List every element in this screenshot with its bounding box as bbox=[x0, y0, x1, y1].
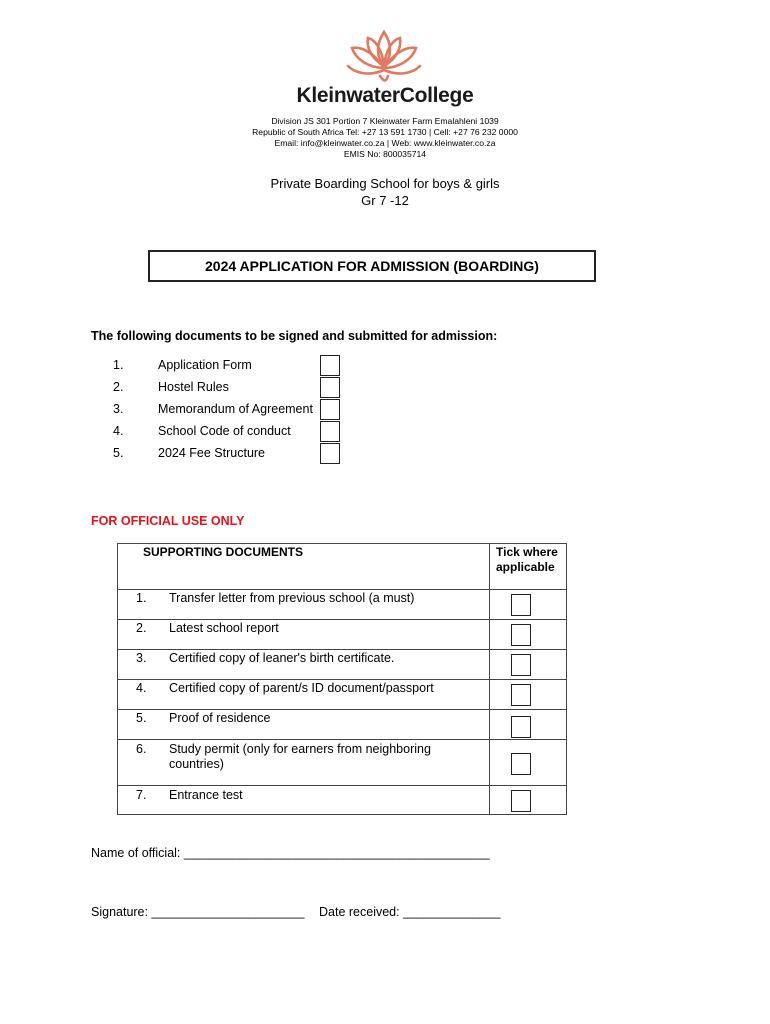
document-number: 2. bbox=[113, 380, 124, 394]
document-checkbox[interactable] bbox=[320, 399, 340, 420]
document-number: 1. bbox=[113, 358, 124, 372]
row-number: 5. bbox=[136, 711, 147, 725]
college-name: KleinwaterCollege bbox=[296, 84, 474, 107]
row-label: Study permit (only for earners from neighboring countries) bbox=[169, 742, 431, 771]
tick-checkbox[interactable] bbox=[511, 594, 531, 616]
document-checkbox[interactable] bbox=[320, 377, 340, 398]
tick-column-header: Tick where applicable bbox=[496, 545, 558, 574]
document-number: 3. bbox=[113, 402, 124, 416]
document-checkbox[interactable] bbox=[320, 421, 340, 442]
emis-line: EMIS No: 800035714 bbox=[343, 149, 427, 159]
documents-heading: The following documents to be signed and submitted for admission: bbox=[91, 329, 498, 343]
supporting-documents-header: SUPPORTING DOCUMENTS bbox=[143, 545, 304, 559]
tick-checkbox[interactable] bbox=[511, 716, 531, 738]
tick-checkbox[interactable] bbox=[511, 790, 531, 812]
row-number: 7. bbox=[136, 788, 147, 802]
row-number: 2. bbox=[136, 621, 147, 635]
row-label: Certified copy of leaner's birth certificate. bbox=[169, 651, 395, 665]
contact-line: Republic of South Africa Tel: +27 13 591 1730 | Cell: +27 76 232 0000 bbox=[252, 127, 518, 137]
document-number: 5. bbox=[113, 446, 124, 460]
document-checkbox[interactable] bbox=[320, 355, 340, 376]
row-label: Proof of residence bbox=[169, 711, 271, 725]
row-label: Entrance test bbox=[169, 788, 243, 802]
row-number: 4. bbox=[136, 681, 147, 695]
date-received-field[interactable]: Date received: ______________ bbox=[319, 905, 501, 919]
row-number: 1. bbox=[136, 591, 147, 605]
school-type: Private Boarding School for boys & girls bbox=[270, 176, 500, 191]
row-label: Certified copy of parent/s ID document/passport bbox=[169, 681, 434, 695]
address-line: Division JS 301 Portion 7 Kleinwater Farm Emalahleni 1039 bbox=[271, 116, 499, 126]
document-label: School Code of conduct bbox=[158, 424, 291, 438]
document-label: Hostel Rules bbox=[158, 380, 229, 394]
grades: Gr 7 -12 bbox=[361, 193, 409, 208]
row-label: Transfer letter from previous school (a must) bbox=[169, 591, 415, 605]
row-divider bbox=[118, 679, 566, 680]
official-name-field[interactable]: Name of official: ____________________________________________ bbox=[91, 846, 490, 860]
document-label: Application Form bbox=[158, 358, 252, 372]
row-divider bbox=[118, 589, 566, 590]
signature-field[interactable]: Signature: ______________________ bbox=[91, 905, 305, 919]
row-divider bbox=[118, 649, 566, 650]
row-divider bbox=[118, 739, 566, 740]
tick-checkbox[interactable] bbox=[511, 684, 531, 706]
row-divider bbox=[118, 785, 566, 786]
form-title: 2024 APPLICATION FOR ADMISSION (BOARDING) bbox=[148, 250, 596, 282]
official-use-heading: FOR OFFICIAL USE ONLY bbox=[91, 514, 245, 528]
document-number: 4. bbox=[113, 424, 124, 438]
document-label: Memorandum of Agreement bbox=[158, 402, 313, 416]
row-number: 3. bbox=[136, 651, 147, 665]
row-label: Latest school report bbox=[169, 621, 279, 635]
supporting-documents-table bbox=[117, 543, 567, 815]
row-number: 6. bbox=[136, 742, 147, 756]
lotus-logo-icon bbox=[340, 26, 428, 88]
tick-checkbox[interactable] bbox=[511, 753, 531, 775]
row-divider bbox=[118, 709, 566, 710]
document-checkbox[interactable] bbox=[320, 443, 340, 464]
row-divider bbox=[118, 619, 566, 620]
tick-checkbox[interactable] bbox=[511, 624, 531, 646]
tick-checkbox[interactable] bbox=[511, 654, 531, 676]
email-web-line: Email: info@kleinwater.co.za | Web: www.kleinwater.co.za bbox=[274, 138, 496, 148]
document-label: 2024 Fee Structure bbox=[158, 446, 266, 460]
